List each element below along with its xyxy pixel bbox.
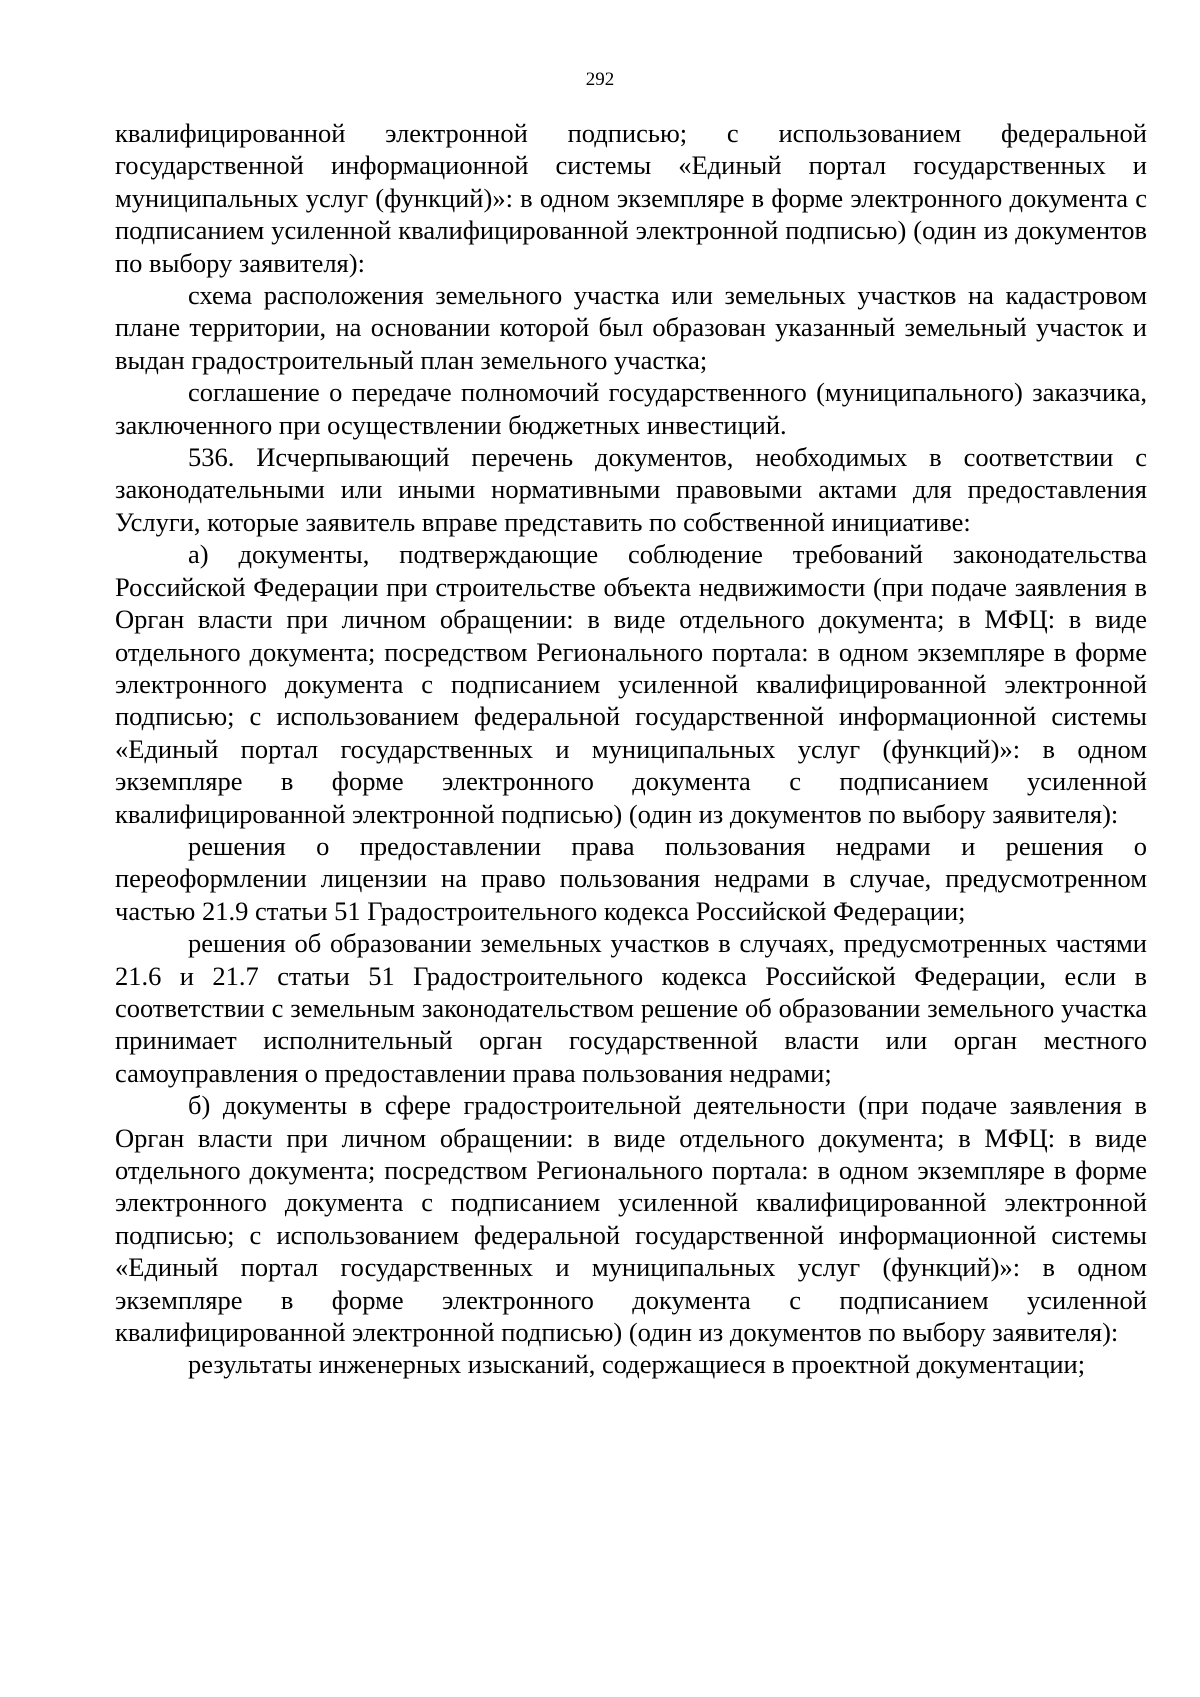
paragraph-land-plot-decisions: решения об образовании земельных участков в случаях, предусмотренных частями 21.6 и 21.7 статьи 51 Градостроительного кодекса Российской Федерации, если в соответствии с земельным законодательством решение об образовании земельного участка принимает исполнительный орган государственной власти или орган местного самоуправления о предоставлении права пользования недрами; xyxy=(115,928,1147,1088)
paragraph-survey-results: результаты инженерных изысканий, содержащиеся в проектной документации; xyxy=(188,1349,1086,1380)
paragraph-continuation: квалифицированной электронной подписью; с использованием федеральной государственной информационной системы «Единый портал государственных и муниципальных услуг (функций)»: в одном экземпляре в форме электронного документа с подписанием усиленной квалифицированной электронной подписью) (один из документов по выбору заявителя): xyxy=(115,118,1147,278)
paragraph-agreement: соглашение о передаче полномочий государственного (муниципального) заказчика, заключенного при осуществлении бюджетных инвестиций. xyxy=(115,377,1147,440)
document-body xyxy=(115,117,1147,1381)
paragraph-scheme: схема расположения земельного участка или земельных участков на кадастровом плане территории, на основании которой был образован указанный земельный участок и выдан градостроительный план земельного участка; xyxy=(115,280,1147,375)
page-number: 292 xyxy=(585,69,615,90)
paragraph-item-b: б) документы в сфере градостроительной деятельности (при подаче заявления в Орган власти при личном обращении: в виде отдельного документа; в МФЦ: в виде отдельного документа; посредством Регионального портала: в одном экземпляре в форме электронного документа с подписанием усиленной квалифицированной электронной подписью; с использованием федеральной государственной информационной системы «Единый портал государственных и муниципальных услуг (функций)»: в одном экземпляре в форме электронного документа с подписанием усиленной квалифицированной электронной подписью) (один из документов по выбору заявителя): xyxy=(115,1090,1147,1348)
paragraph-clause-536: 536. Исчерпывающий перечень документов, необходимых в соответствии с законодательными или иными нормативными правовыми актами для предоставления Услуги, которые заявитель вправе представить по собственной инициативе: xyxy=(115,442,1147,537)
paragraph-item-a: а) документы, подтверждающие соблюдение требований законодательства Российской Федерации при строительстве объекта недвижимости (при подаче заявления в Орган власти при личном обращении: в виде отдельного документа; в МФЦ: в виде отдельного документа; посредством Регионального портала: в одном экземпляре в форме электронного документа с подписанием усиленной квалифицированной электронной подписью; с использованием федеральной государственной информационной системы «Единый портал государственных и муниципальных услуг (функций)»: в одном экземпляре в форме электронного документа с подписанием усиленной квалифицированной электронной подписью) (один из документов по выбору заявителя): xyxy=(115,539,1147,829)
paragraph-subsoil-decisions: решения о предоставлении права пользования недрами и решения о переоформлении лицензии на право пользования недрами в случае, предусмотренном частью 21.9 статьи 51 Градостроительного кодекса Российской Федерации; xyxy=(115,830,1147,926)
